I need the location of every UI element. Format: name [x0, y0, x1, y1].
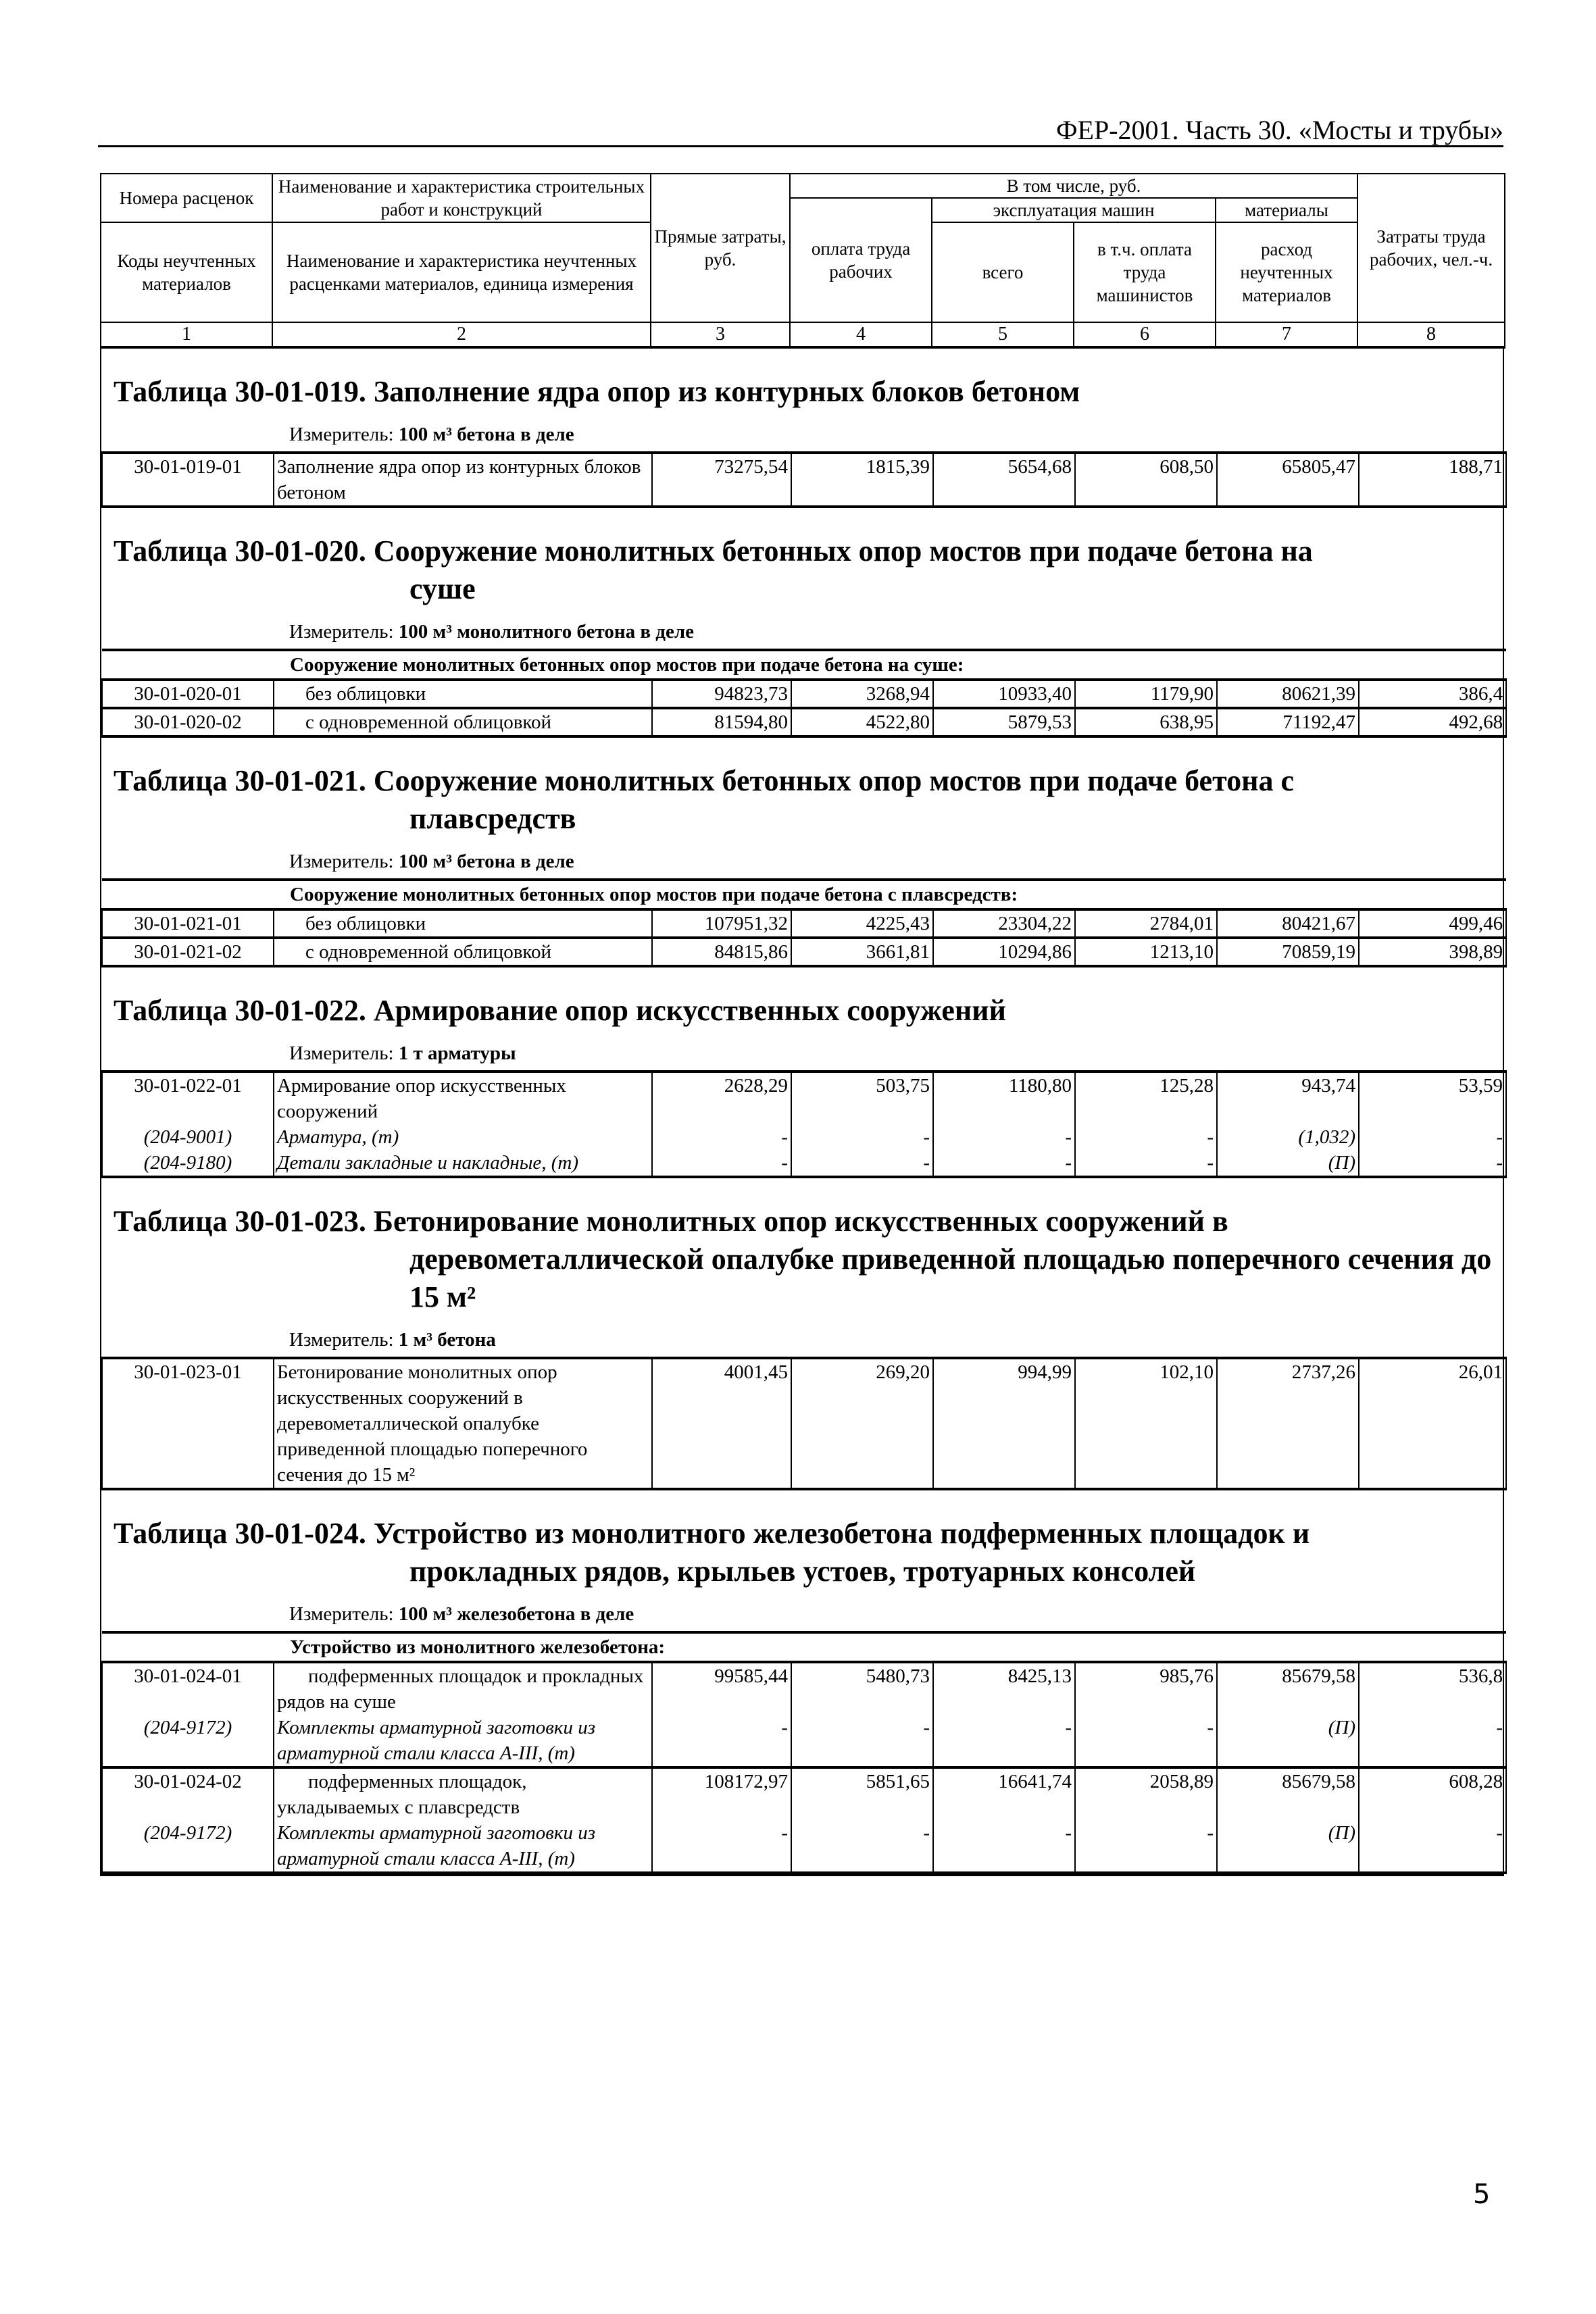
- rate-code: 30-01-024-02: [102, 1767, 274, 1820]
- col-number: 2: [272, 322, 651, 347]
- materials-cost: 85679,58: [1217, 1767, 1359, 1820]
- table-30-01-021: [101, 738, 1503, 967]
- machinist-pay: 1179,90: [1075, 680, 1217, 708]
- material-row: [102, 1715, 1506, 1767]
- rate-name: с одновременной облицовкой: [274, 708, 652, 736]
- table-30-01-024: [101, 1490, 1503, 1874]
- machine-total: -: [933, 1124, 1075, 1150]
- direct-costs: 81594,80: [652, 708, 791, 736]
- header-machinist-pay: в т.ч. оплата труда машинистов: [1074, 222, 1216, 322]
- machine-total: 5879,53: [933, 708, 1075, 736]
- table-row: [102, 909, 1506, 938]
- rates-table: [101, 1070, 1507, 1178]
- measure-unit: Измеритель: 1 т арматуры: [289, 1042, 516, 1064]
- machine-total: -: [933, 1820, 1075, 1873]
- rates-table: [101, 1357, 1507, 1490]
- machinist-pay: 2058,89: [1075, 1767, 1217, 1820]
- direct-costs: 4001,45: [652, 1358, 791, 1489]
- direct-costs: -: [652, 1715, 791, 1767]
- col-number: 7: [1216, 322, 1357, 347]
- materials-cost: 71192,47: [1217, 708, 1359, 736]
- labor-hours: -: [1359, 1124, 1506, 1150]
- direct-costs: 84815,86: [652, 938, 791, 966]
- table-row: [102, 1358, 1506, 1489]
- page-number: 5: [1473, 2179, 1491, 2210]
- machinist-pay: 638,95: [1075, 708, 1217, 736]
- rate-code: 30-01-022-01: [102, 1072, 274, 1124]
- table-30-01-023: [101, 1178, 1503, 1490]
- machine-total: 1180,80: [933, 1072, 1075, 1124]
- direct-costs: 108172,97: [652, 1767, 791, 1820]
- rates-table: [101, 451, 1507, 508]
- direct-costs: 99585,44: [652, 1662, 791, 1715]
- labor-hours: 386,4: [1359, 680, 1506, 708]
- col-number: 1: [101, 322, 272, 347]
- worker-pay: -: [791, 1820, 933, 1873]
- measure-unit: Измеритель: 1 м³ бетона: [289, 1329, 496, 1351]
- machine-total: 23304,22: [933, 909, 1075, 938]
- table-title: Таблица 30-01-024. Устройство из монолитного железобетона подферменных площадок и прокладных рядов, крыльев устоев, тротуарных консолей: [114, 1517, 1310, 1588]
- group-label: Устройство из монолитного железобетона:: [102, 1632, 1506, 1662]
- header-machine-total: всего: [932, 222, 1074, 322]
- direct-costs: 94823,73: [652, 680, 791, 708]
- machinist-pay: 608,50: [1075, 453, 1217, 507]
- rate-name: с одновременной облицовкой: [274, 938, 652, 966]
- table-title: Таблица 30-01-020. Сооружение монолитных бетонных опор мостов при подаче бетона на суше: [114, 534, 1313, 605]
- machinist-pay: 102,10: [1075, 1358, 1217, 1489]
- group-label: Сооружение монолитных бетонных опор мостов при подаче бетона на суше:: [102, 650, 1506, 680]
- worker-pay: 3268,94: [791, 680, 933, 708]
- material-code: (204-9172): [102, 1820, 274, 1873]
- col-number: 8: [1357, 322, 1505, 347]
- labor-hours: 608,28: [1359, 1767, 1506, 1820]
- machine-total: 5654,68: [933, 453, 1075, 507]
- worker-pay: -: [791, 1124, 933, 1150]
- rate-code: 30-01-024-01: [102, 1662, 274, 1715]
- material-name: Комплекты арматурной заготовки из арматурной стали класса А-III, (т): [274, 1820, 652, 1873]
- machinist-pay: 1213,10: [1075, 938, 1217, 966]
- direct-costs: 107951,32: [652, 909, 791, 938]
- labor-hours: -: [1359, 1715, 1506, 1767]
- header-including: В том числе, руб.: [790, 174, 1357, 198]
- header-machine-operation: эксплуатация машин: [932, 198, 1216, 222]
- labor-hours: 536,8: [1359, 1662, 1506, 1715]
- machine-total: 10933,40: [933, 680, 1075, 708]
- col-number: 3: [651, 322, 790, 347]
- table-row: [102, 1767, 1506, 1820]
- machinist-pay: 985,76: [1075, 1662, 1217, 1715]
- machine-total: 16641,74: [933, 1767, 1075, 1820]
- machinist-pay: -: [1075, 1150, 1217, 1177]
- worker-pay: 503,75: [791, 1072, 933, 1124]
- table-row: [102, 1662, 1506, 1715]
- material-consumption: (П): [1217, 1715, 1359, 1767]
- worker-pay: 5480,73: [791, 1662, 933, 1715]
- rates-table: [101, 1631, 1507, 1874]
- table-title: Таблица 30-01-022. Армирование опор искусственных сооружений: [114, 994, 1006, 1027]
- machinist-pay: 2784,01: [1075, 909, 1217, 938]
- material-code: (204-9172): [102, 1715, 274, 1767]
- material-name: Детали закладные и накладные, (т): [274, 1150, 652, 1177]
- group-label: Сооружение монолитных бетонных опор мостов при подаче бетона с плавсредств:: [102, 880, 1506, 909]
- rate-code: 30-01-021-02: [102, 938, 274, 966]
- header-worker-pay: оплата труда рабочих: [790, 198, 932, 322]
- direct-costs: 2628,29: [652, 1072, 791, 1124]
- worker-pay: -: [791, 1150, 933, 1177]
- rate-name: подферменных площадок и прокладных рядов на суше: [274, 1662, 652, 1715]
- machine-total: -: [933, 1150, 1075, 1177]
- machine-total: 10294,86: [933, 938, 1075, 966]
- header-rate-numbers: Номера расценок: [101, 174, 272, 222]
- table-row: [102, 938, 1506, 966]
- direct-costs: -: [652, 1124, 791, 1150]
- material-name: Комплекты арматурной заготовки из арматурной стали класса А-III, (т): [274, 1715, 652, 1767]
- materials-cost: 80421,67: [1217, 909, 1359, 938]
- header-materials: материалы: [1216, 198, 1357, 222]
- material-row: [102, 1124, 1506, 1150]
- header-material-names: Наименование и характеристика неучтенных расценками материалов, единица измерения: [272, 222, 651, 322]
- direct-costs: -: [652, 1820, 791, 1873]
- rate-name: без облицовки: [274, 909, 652, 938]
- measure-unit: Измеритель: 100 м³ бетона в деле: [289, 424, 574, 445]
- materials-cost: 80621,39: [1217, 680, 1359, 708]
- running-head: ФЕР-2001. Часть 30. «Мосты и трубы»: [1055, 115, 1503, 145]
- header-work-name: Наименование и характеристика строительных работ и конструкций: [272, 174, 651, 222]
- labor-hours: -: [1359, 1150, 1506, 1177]
- materials-cost: 65805,47: [1217, 453, 1359, 507]
- machine-total: 8425,13: [933, 1662, 1075, 1715]
- rates-table: [101, 649, 1507, 738]
- table-30-01-020: [101, 508, 1503, 738]
- direct-costs: -: [652, 1150, 791, 1177]
- table-row: [102, 1072, 1506, 1124]
- column-header-table: [100, 173, 1505, 349]
- rate-name: подферменных площадок, укладываемых с плавсредств: [274, 1767, 652, 1820]
- materials-cost: 85679,58: [1217, 1662, 1359, 1715]
- table-30-01-022: [101, 967, 1503, 1178]
- worker-pay: 5851,65: [791, 1767, 933, 1820]
- material-row: [102, 1820, 1506, 1873]
- col-number: 6: [1074, 322, 1216, 347]
- direct-costs: 73275,54: [652, 453, 791, 507]
- material-consumption: (П): [1217, 1150, 1359, 1177]
- worker-pay: -: [791, 1715, 933, 1767]
- table-title: Таблица 30-01-019. Заполнение ядра опор из контурных блоков бетоном: [114, 375, 1080, 408]
- machine-total: -: [933, 1715, 1075, 1767]
- rate-code: 30-01-023-01: [102, 1358, 274, 1489]
- machine-total: 994,99: [933, 1358, 1075, 1489]
- table-row: [102, 708, 1506, 736]
- materials-cost: 943,74: [1217, 1072, 1359, 1124]
- tables-body: [100, 349, 1504, 1876]
- measure-unit: Измеритель: 100 м³ монолитного бетона в деле: [289, 621, 694, 643]
- header-unaccounted-materials: расход неучтенных материалов: [1216, 222, 1357, 322]
- labor-hours: 499,46: [1359, 909, 1506, 938]
- header-material-codes: Коды неучтенных материалов: [101, 222, 272, 322]
- labor-hours: 53,59: [1359, 1072, 1506, 1124]
- price-sheet: [100, 173, 1504, 1876]
- table-title: Таблица 30-01-023. Бетонирование монолитных опор искусственных сооружений в деревометаллической опалубке приведенной площадью поперечного сечения до 15 м²: [114, 1205, 1492, 1313]
- worker-pay: 4225,43: [791, 909, 933, 938]
- rate-name: Заполнение ядра опор из контурных блоков бетоном: [274, 453, 652, 507]
- table-row: [102, 680, 1506, 708]
- rate-code: 30-01-021-01: [102, 909, 274, 938]
- labor-hours: 188,71: [1359, 453, 1506, 507]
- rate-code: 30-01-020-01: [102, 680, 274, 708]
- machinist-pay: -: [1075, 1124, 1217, 1150]
- table-title: Таблица 30-01-021. Сооружение монолитных бетонных опор мостов при подаче бетона с плавсредств: [114, 764, 1294, 835]
- material-code: (204-9180): [102, 1150, 274, 1177]
- rates-table: [101, 878, 1507, 967]
- worker-pay: 1815,39: [791, 453, 933, 507]
- labor-hours: 398,89: [1359, 938, 1506, 966]
- col-number: 5: [932, 322, 1074, 347]
- worker-pay: 3661,81: [791, 938, 933, 966]
- rate-name: без облицовки: [274, 680, 652, 708]
- material-row: [102, 1150, 1506, 1177]
- header-labor-hours: Затраты труда рабочих, чел.-ч.: [1357, 174, 1505, 322]
- rate-name: Армирование опор искусственных сооружений: [274, 1072, 652, 1124]
- labor-hours: 26,01: [1359, 1358, 1506, 1489]
- rate-name: Бетонирование монолитных опор искусственных сооружений в деревометаллической опалубке приведенной площадью поперечного сечения до 15 м²: [274, 1358, 652, 1489]
- machinist-pay: -: [1075, 1820, 1217, 1873]
- header-rule: [98, 145, 1503, 147]
- worker-pay: 4522,80: [791, 708, 933, 736]
- col-number: 4: [790, 322, 932, 347]
- header-direct-costs: Прямые затраты, руб.: [651, 174, 790, 322]
- machinist-pay: 125,28: [1075, 1072, 1217, 1124]
- material-consumption: (1,032): [1217, 1124, 1359, 1150]
- rate-code: 30-01-020-02: [102, 708, 274, 736]
- table-30-01-019: [101, 349, 1503, 508]
- measure-unit: Измеритель: 100 м³ железобетона в деле: [289, 1603, 634, 1625]
- material-consumption: (П): [1217, 1820, 1359, 1873]
- materials-cost: 70859,19: [1217, 938, 1359, 966]
- labor-hours: 492,68: [1359, 708, 1506, 736]
- machinist-pay: -: [1075, 1715, 1217, 1767]
- table-row: [102, 453, 1506, 507]
- measure-unit: Измеритель: 100 м³ бетона в деле: [289, 851, 574, 872]
- material-name: Арматура, (т): [274, 1124, 652, 1150]
- materials-cost: 2737,26: [1217, 1358, 1359, 1489]
- labor-hours: -: [1359, 1820, 1506, 1873]
- rate-code: 30-01-019-01: [102, 453, 274, 507]
- worker-pay: 269,20: [791, 1358, 933, 1489]
- material-code: (204-9001): [102, 1124, 274, 1150]
